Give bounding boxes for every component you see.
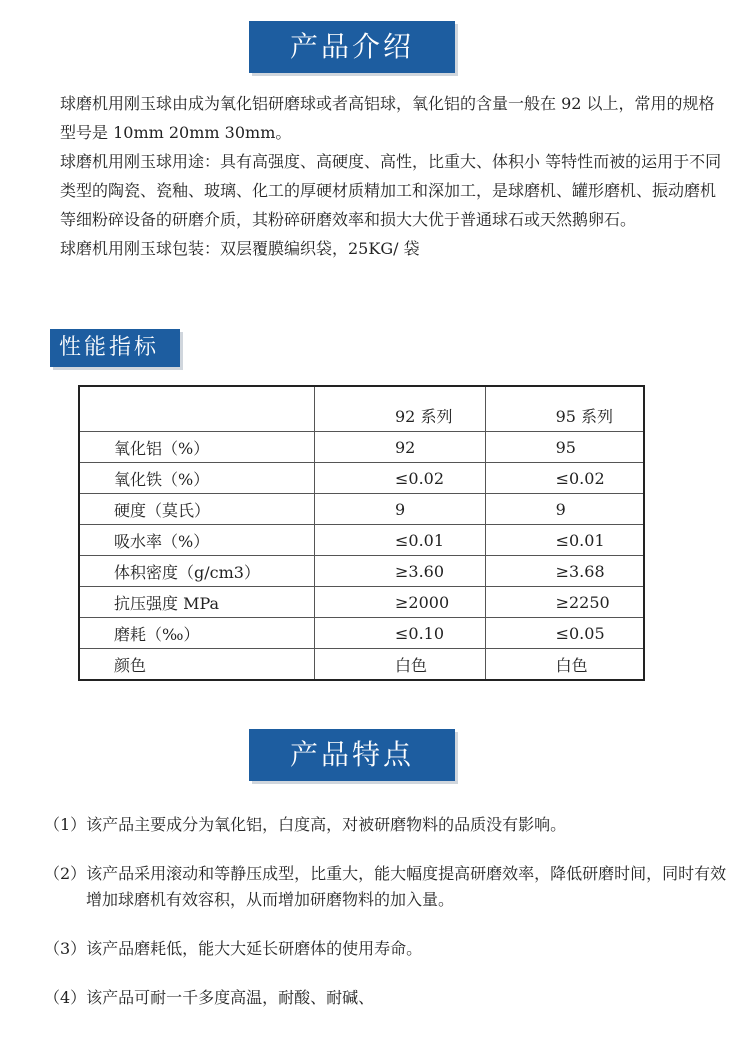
- feature-list: [44, 812, 734, 1034]
- row-name: 抗压强度 MPa: [79, 587, 315, 618]
- feature-item: （1）该产品主要成分为氧化铝，白度高，对被研磨物料的品质没有影响。: [44, 815, 567, 834]
- intro-text: [60, 89, 730, 263]
- row-value-92: 92: [315, 432, 486, 463]
- row-value-92: 9: [315, 494, 486, 525]
- row-value-95: 9: [485, 494, 644, 525]
- row-value-92: ≤0.10: [315, 618, 486, 649]
- table-header-92: 92 系列: [315, 386, 486, 432]
- row-value-95: ≥2250: [485, 587, 644, 618]
- section-title-product-intro: 产品介绍: [249, 21, 455, 73]
- feature-item: （2）该产品采用滚动和等静压成型，比重大，能大幅度提高研磨效率，降低研磨时间，同时有效增加球磨机有效容积，从而增加研磨物料的加入量。: [44, 864, 727, 909]
- row-name: 体积密度（g/cm3）: [79, 556, 315, 587]
- row-name: 颜色: [79, 649, 315, 681]
- row-value-95: ≤0.01: [485, 525, 644, 556]
- row-value-95: 95: [485, 432, 644, 463]
- spec-table: [78, 385, 645, 681]
- row-value-92: ≤0.02: [315, 463, 486, 494]
- table-header-row: [79, 386, 644, 432]
- intro-paragraph: 球磨机用刚玉球用途：具有高强度、高硬度、高性，比重大、体积小 等特性而被的运用于不同类型的陶瓷、瓷釉、玻璃、化工的厚硬材质精加工和深加工，是球磨机、罐形磨机、振动磨机等细粉碎设备的研磨介质，其粉碎研磨效率和损大大优于普通球石或天然鹅卵石。: [60, 152, 722, 229]
- row-value-95: ≥3.68: [485, 556, 644, 587]
- row-name: 磨耗（‰）: [79, 618, 315, 649]
- feature-item: （3）该产品磨耗低，能大大延长研磨体的使用寿命。: [44, 939, 423, 958]
- table-row: [79, 494, 644, 525]
- row-name: 吸水率（%）: [79, 525, 315, 556]
- table-row: [79, 525, 644, 556]
- row-name: 氧化铝（%）: [79, 432, 315, 463]
- table-row: [79, 618, 644, 649]
- section-title-features: 产品特点: [249, 729, 455, 781]
- row-name: 硬度（莫氏）: [79, 494, 315, 525]
- row-value-95: 白色: [485, 649, 644, 681]
- table-header-blank: [79, 386, 315, 432]
- row-value-95: ≤0.05: [485, 618, 644, 649]
- table-row: [79, 587, 644, 618]
- table-row: [79, 649, 644, 681]
- row-value-92: 白色: [315, 649, 486, 681]
- row-value-92: ≥2000: [315, 587, 486, 618]
- table-row: [79, 556, 644, 587]
- intro-paragraph: 球磨机用刚玉球由成为氧化铝研磨球或者高铝球，氧化铝的含量一般在 92 以上，常用的规格型号是 10mm 20mm 30mm。: [60, 94, 715, 142]
- row-value-92: ≤0.01: [315, 525, 486, 556]
- table-header-95: 95 系列: [485, 386, 644, 432]
- feature-item: （4）该产品可耐一千多度高温，耐酸、耐碱、: [44, 988, 375, 1007]
- section-title-performance: 性能指标: [50, 329, 180, 367]
- row-value-92: ≥3.60: [315, 556, 486, 587]
- intro-paragraph: 球磨机用刚玉球包装：双层覆膜编织袋，25KG/ 袋: [60, 239, 420, 258]
- row-value-95: ≤0.02: [485, 463, 644, 494]
- table-row: [79, 463, 644, 494]
- row-name: 氧化铁（%）: [79, 463, 315, 494]
- table-row: [79, 432, 644, 463]
